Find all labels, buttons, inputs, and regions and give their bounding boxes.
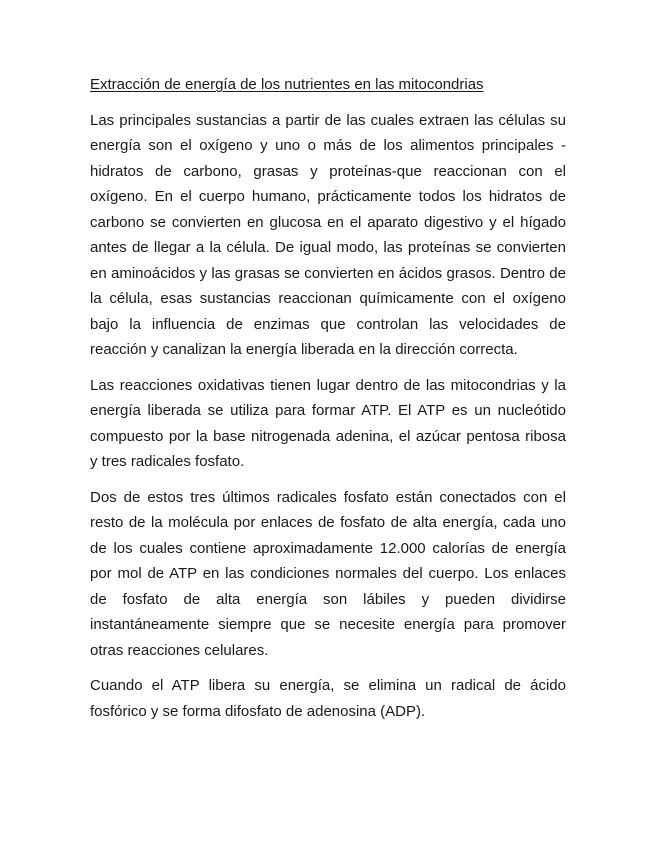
paragraph-2: Las reacciones oxidativas tienen lugar dentro de las mitocondrias y la energía liberada se utiliza para formar ATP. El ATP es un nucleótido compuesto por la base nitrogenada adenina, el azúcar pentosa ribosa y tres radicales fosfato. xyxy=(90,376,566,470)
paragraph-1: Las principales sustancias a partir de las cuales extraen las células su energía son el oxígeno y uno o más de los alimentos principales - hidratos de carbono, grasas y proteínas-que reaccionan con el oxígeno. En el cuerpo humano, prácticamente todos los hidratos de carbono se convierten en glucosa en el aparato digestivo y el hígado antes de llegar a la célula. De igual modo, las proteínas se convierten en aminoácidos y las grasas se convierten en ácidos grasos. Dentro de la célula, esas sustancias reaccionan químicamente con el oxígeno bajo la influencia de enzimas que controlan las velocidades de reacción y canalizan la energía liberada en la dirección correcta. xyxy=(90,111,566,358)
paragraph-4: Cuando el ATP libera su energía, se elimina un radical de ácido fosfórico y se forma difosfato de adenosina (ADP). xyxy=(90,677,566,720)
document-title: Extracción de energía de los nutrientes en las mitocondrias xyxy=(90,76,484,93)
paragraph-3: Dos de estos tres últimos radicales fosfato están conectados con el resto de la molécula por enlaces de fosfato de alta energía, cada uno de los cuales contiene aproximadamente 12.000 calorías de energía por mol de ATP en las condiciones normales del cuerpo. Los enlaces de fosfato de alta energía son lábiles y pueden dividirse instantáneamente siempre que se necesite energía para promover otras reacciones celulares. xyxy=(90,488,566,659)
document-page xyxy=(90,72,566,734)
